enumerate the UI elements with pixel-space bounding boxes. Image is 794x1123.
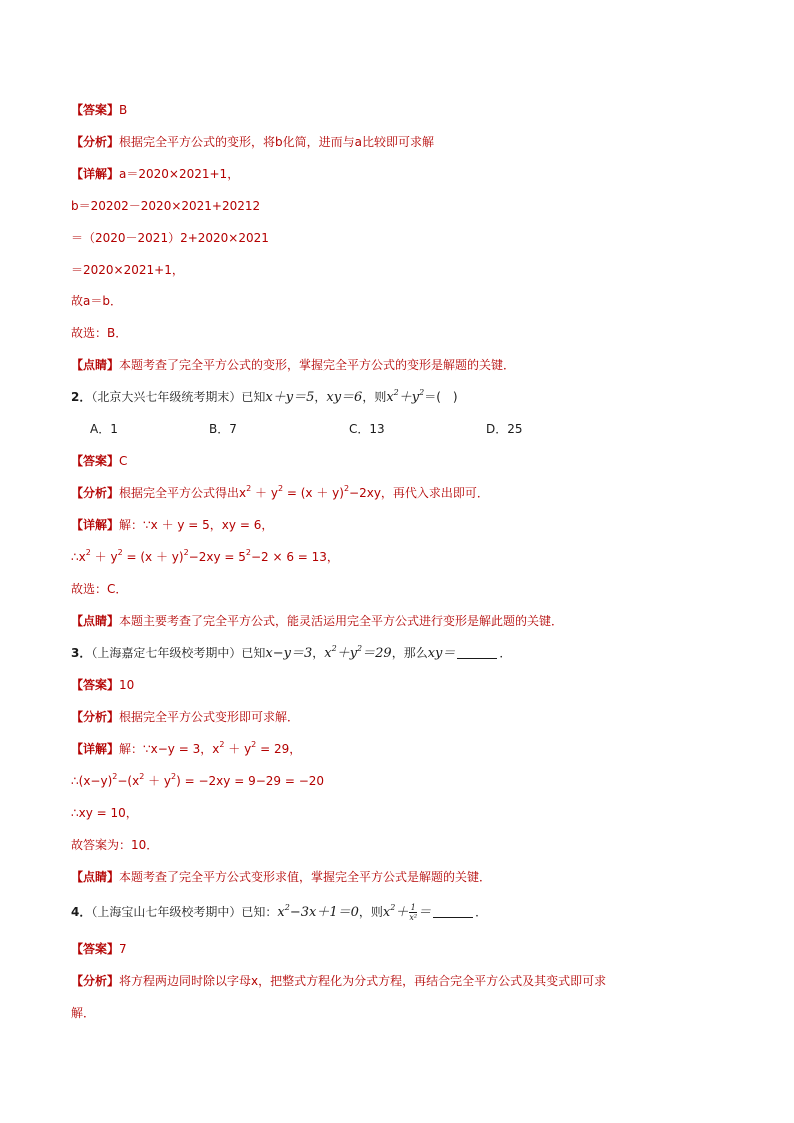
q3-eq1: x−y＝3: [265, 646, 313, 661]
q2-paren: ＝( ): [424, 390, 458, 404]
exp: 2: [139, 772, 145, 781]
q2-option-a[interactable]: A．1: [90, 422, 118, 436]
q1-detail-3: ＝（2020－2021）2+2020×2021: [71, 231, 269, 245]
q2-stem-prefix: 已知: [241, 390, 266, 404]
q3-detail-1: [71, 739, 301, 759]
analysis-text: [119, 486, 489, 500]
q1-detail-2: b＝20202－2020×2021+20212: [71, 199, 261, 213]
q4-eq-b: −3x＋1＝0: [289, 905, 359, 920]
answer-blank[interactable]: [433, 903, 473, 918]
exp: 2: [277, 484, 284, 493]
q3-source: （上海嘉定七年级校考期中）: [91, 646, 242, 660]
q4-end: ．: [475, 905, 488, 919]
q1-answer: [71, 100, 127, 120]
exp: 2: [251, 740, 257, 749]
q3-eq2-c: ＝29: [362, 646, 392, 661]
q4-stem-prefix: 已知：: [241, 905, 278, 919]
detail-tag: 【详解】: [71, 518, 120, 532]
q4-ask-x: x: [382, 905, 391, 920]
q2-stem: [71, 387, 458, 408]
q4-eq-a: x: [277, 905, 285, 920]
q3-then: ，那么: [391, 646, 428, 660]
q3-number: 3．: [71, 646, 92, 660]
q4-eq-sign: ＝: [418, 905, 432, 920]
q2-analysis-mid2: = (x ＋ y): [283, 486, 344, 500]
q4-eq: [277, 905, 358, 920]
detail-text: 解：∵x ＋ y = 5，xy = 6，: [119, 518, 274, 532]
q3-detail-2: [71, 771, 324, 791]
q3-detail-1-pre: 解：∵x−y = 3，x: [119, 742, 220, 756]
q2-eq2: xy＝6: [326, 390, 363, 405]
answer-value: C: [119, 454, 128, 468]
exp: 2: [393, 388, 399, 397]
q3-analysis: [71, 707, 299, 727]
q3-eq2-a: x: [324, 646, 332, 661]
q4-answer: [71, 939, 127, 959]
q2-options: [90, 419, 590, 439]
exp: 2: [171, 772, 177, 781]
answer-value: 10: [119, 678, 135, 692]
detail-tag: 【详解】: [71, 742, 120, 756]
exp: 2: [357, 644, 363, 653]
fraction-denominator: x²: [409, 913, 418, 922]
analysis-tag: 【分析】: [71, 486, 120, 500]
analysis-text: 将方程两边同时除以字母x，把整式方程化为分式方程，再结合完全平方公式及其变式即可求: [119, 974, 607, 988]
answer-value: B: [119, 103, 128, 117]
exp: 2: [246, 484, 252, 493]
q4-analysis: [71, 971, 606, 991]
comment-text: 本题考查了完全平方公式变形求值，掌握完全平方公式是解题的关键．: [119, 870, 492, 884]
exp: 2: [419, 388, 425, 397]
q2-detail-3: 故选：C．: [71, 582, 128, 596]
q2-sep: ，: [314, 390, 327, 404]
analysis-text: 根据完全平方公式变形即可求解．: [119, 710, 300, 724]
analysis-text: 根据完全平方公式的变形，将b化简，进而与a比较即可求解: [119, 135, 434, 149]
comment-text: 本题考查了完全平方公式的变形，掌握完全平方公式的变形是解题的关键．: [119, 358, 516, 372]
comment-tag: 【点睛】: [71, 358, 120, 372]
q2-answer: [71, 451, 127, 471]
q2-detail-1: [71, 515, 273, 535]
comment-text: 本题主要考查了完全平方公式，能灵活运用完全平方公式进行变形是解此题的关键．: [119, 614, 564, 628]
q4-ask: [383, 905, 431, 920]
q2-detail-2-pre: ∴x: [71, 550, 86, 564]
q4-analysis-2: 解．: [71, 1006, 96, 1020]
exp: 2: [245, 548, 251, 557]
q1-comment: [71, 355, 515, 375]
q2-detail-2-mid: ＋ y: [90, 550, 118, 564]
q2-analysis-mid: ＋ y: [251, 486, 278, 500]
q2-analysis-pre: 根据完全平方公式得出x: [119, 486, 247, 500]
q2-ask: [386, 390, 424, 405]
analysis-tag: 【分析】: [71, 135, 120, 149]
q2-detail-2-mid3: −2xy = 5: [188, 550, 246, 564]
q3-ask: xy＝: [427, 646, 456, 661]
q4-stem: [71, 902, 487, 923]
answer-tag: 【答案】: [71, 942, 120, 956]
q3-detail-1-post: = 29，: [256, 742, 302, 756]
q2-detail-2-mid2: = (x ＋ y): [122, 550, 184, 564]
q3-detail-2-pre: ∴(x−y): [71, 774, 113, 788]
comment-tag: 【点睛】: [71, 614, 120, 628]
q1-detail-1: [71, 164, 239, 184]
q2-analysis: [71, 483, 489, 503]
q2-option-c[interactable]: C．13: [349, 422, 385, 436]
fraction: [409, 903, 417, 922]
exp: 2: [284, 903, 290, 912]
exp: 2: [183, 548, 189, 557]
q3-detail-4: 故答案为：10．: [71, 838, 159, 852]
q3-detail-2-post: ) = −2xy = 9−29 = −20: [176, 774, 325, 788]
answer-tag: 【答案】: [71, 454, 120, 468]
q3-answer: [71, 675, 134, 695]
q2-eq1: x＋y＝5: [265, 390, 315, 405]
q4-then: ，则: [358, 905, 383, 919]
q2-detail-2-post: −2 × 6 = 13，: [250, 550, 339, 564]
exp: 2: [331, 644, 337, 653]
q1-analysis: [71, 132, 434, 152]
answer-tag: 【答案】: [71, 103, 120, 117]
q3-sep: ，: [312, 646, 325, 660]
exp: 2: [390, 903, 396, 912]
q3-comment: [71, 867, 491, 887]
q3-eq2-b: ＋y: [336, 646, 358, 661]
answer-value: 7: [119, 942, 127, 956]
detail-tag: 【详解】: [71, 167, 120, 181]
comment-tag: 【点睛】: [71, 870, 120, 884]
q2-ask-x: x: [386, 390, 394, 405]
exp: 2: [117, 548, 123, 557]
exp: 2: [112, 772, 118, 781]
q2-option-b[interactable]: B．7: [209, 422, 237, 436]
q2-comment: [71, 611, 563, 631]
q3-stem: [71, 643, 511, 664]
q3-end: ．: [499, 646, 512, 660]
analysis-tag: 【分析】: [71, 974, 120, 988]
q3-detail-2-mid2: ＋ y: [144, 774, 172, 788]
q1-detail-5: 故a＝b．: [71, 294, 122, 308]
q4-source: （上海宝山七年级校考期中）: [91, 905, 242, 919]
q3-eq2: [324, 646, 391, 661]
q1-detail-6: 故选：B．: [71, 326, 128, 340]
answer-blank[interactable]: [457, 644, 497, 659]
q3-detail-2-mid: −(x: [117, 774, 140, 788]
q2-ask-y: ＋y: [398, 390, 420, 405]
q3-detail-3: ∴xy = 10，: [71, 806, 138, 820]
q3-detail-1-mid: ＋ y: [224, 742, 252, 756]
q4-plus: ＋: [395, 905, 409, 920]
q2-analysis-post: −2xy，再代入求出即可．: [349, 486, 489, 500]
detail-text: a＝2020×2021+1，: [119, 167, 240, 181]
fraction-numerator: 1: [410, 903, 416, 912]
exp: 2: [85, 548, 91, 557]
exp: 2: [343, 484, 350, 493]
detail-text: [119, 742, 301, 756]
analysis-tag: 【分析】: [71, 710, 120, 724]
q3-stem-prefix: 已知: [241, 646, 266, 660]
q2-option-d[interactable]: D．25: [486, 422, 523, 436]
q2-source: （北京大兴七年级统考期末）: [91, 390, 242, 404]
exp: 2: [219, 740, 225, 749]
answer-tag: 【答案】: [71, 678, 120, 692]
q2-detail-2: [71, 547, 339, 567]
q4-number: 4．: [71, 905, 92, 919]
q2-number: 2．: [71, 390, 92, 404]
q1-detail-4: ＝2020×2021+1，: [71, 263, 184, 277]
q2-then: ，则: [362, 390, 387, 404]
